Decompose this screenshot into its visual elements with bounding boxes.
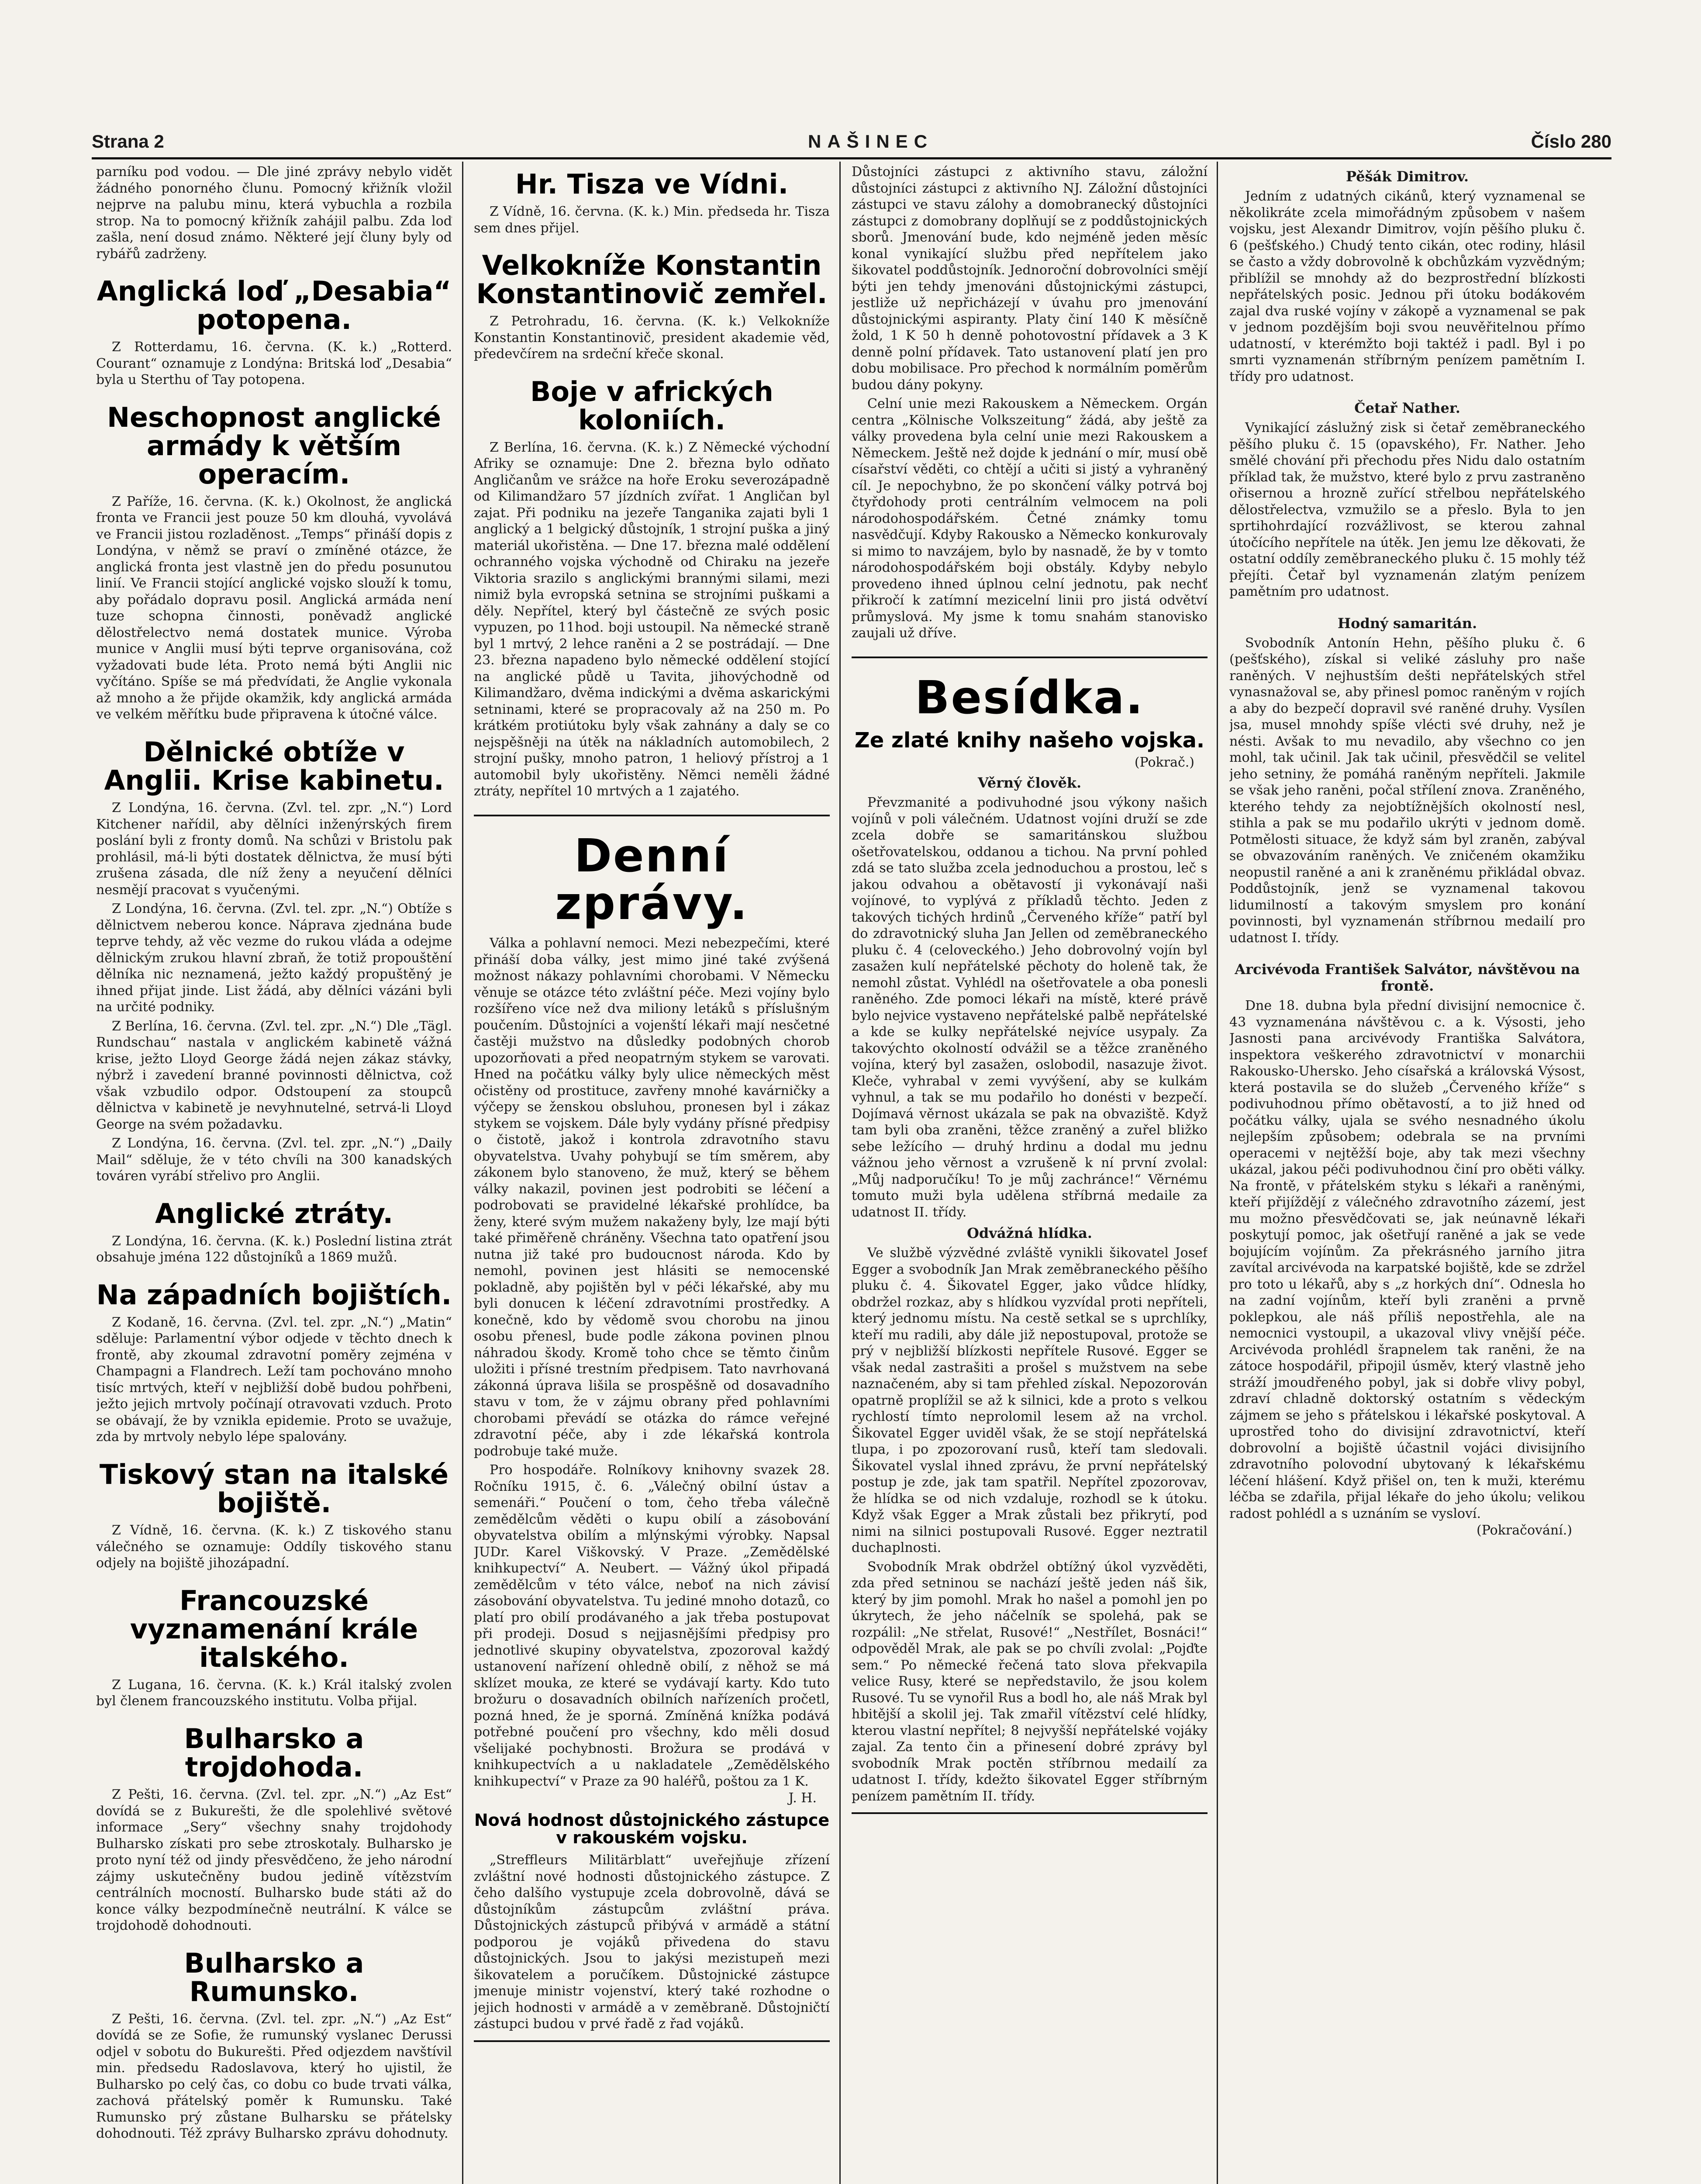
article-body: Z Londýna, 16. června. (Zvl. tel. zpr. „N.“) „Daily Mail“ sděluje, že v této chvíli na 300 kanadských továren vyrábí střelivo pro Anglii. xyxy=(96,1136,452,1184)
continued-note: (Pokrač.) xyxy=(1134,755,1194,771)
article xyxy=(96,277,452,388)
article-body: Z Vídně, 16. června. (K. k.) Z tiskového stanu válečného se oznamuje: Oddíly tiskového stanu odjely na bojiště jihozápadní. xyxy=(96,1523,452,1571)
article-body: Z Paříže, 16. června. (K. k.) Okolnost, že anglická fronta ve Francii jest pouze 50 km dlouhá, vyvolává ve Francii jistou rozladěnost. „Temps“ přináší dopis z Londýna, v němž se praví o zmíněné otázce, že anglická fronta jest vlastně jen do předu posunutou linií. Ve Francii stojící anglické vojsko slouží k tomu, aby pořádalo dopravu posil. Anglická armáda není tuze schopna činnosti, poněvadž anglické dělostřelectvo nemá dostatek munice. Výroba munice v Anglii musí býti teprve organisována, což vyžadovati bude léta. Proto nemá býti Anglii nic vyčítáno. Spíše se má předvídati, že Anglie vykonala až mnoho a že přijde okamžik, kdy anglická armáda ve velkém měřítku bude připravena k útočné válce. xyxy=(96,494,452,722)
page-number: Strana 2 xyxy=(92,131,164,152)
article xyxy=(96,164,452,262)
article-body: Z Londýna, 16. června. (K. k.) Poslední listina ztrát obsahuje jména 122 důstojníků a 1869 mužů. xyxy=(96,1233,452,1265)
article-body: Z Berlína, 16. června. (Zvl. tel. zpr. „N.“) Dle „Tägl. Rundschau“ nastala v anglickém kabinetě vážná krise, ježto Lloyd George žádá nejen zákaz stávky, nýbrž i zavedení branné povinnosti dělnictva, což však vzbudilo odpor. Odstoupení za stoupců dělnictva v kabinetě je nevyhnutelné, setrvá-li Lloyd George na svém požadavku. xyxy=(96,1018,452,1132)
article xyxy=(474,251,830,363)
article xyxy=(1229,400,1585,600)
article-headline: Boje v afrických koloniích. xyxy=(530,375,773,436)
article-headline: Na západních bojištích. xyxy=(96,1279,452,1311)
article-body: Svobodník Antonín Hehn, pěšího pluku č. 6 (pešťského), získal si veliké zásluhy pro naše raněných. V nejhustším dešti nepřátelských střel vynasnažoval se, aby přinesl pomoc raněným v rojích a aby do bezpečí dopravil své raněné druhy. Vysílen jsa, musel mnohdy spíše vlécti své druhy, než je nésti. Avšak to mu nevadilo, aby všechno co jen mohl, tak učinil. Jak tak učinil, přesvědčil se velitel jeho setniny, že pomáhá raněným nepříteli. Jakmile se však jeho raněni, počal střílení znova. Zraněného, kterého tehdy za nejobtížnějších okolností nesl, stihla a pak se mu podařilo ukrýti v jednom domě. Potmělosti situace, že když sám byl zraněn, zabýval se obvazováním raněných. Ve zničeném okamžiku neopustil raněné a ani k zraněnému přikládal obvaz. Poddůstojník, jenž se vyznamenal takovou lidumilností a takovým smyslem pro konání povinnosti, byl vyznamenán stříbrnou medailí pro udatnost I. třídy. xyxy=(1229,635,1585,946)
article-headline: Hr. Tisza ve Vídni. xyxy=(515,168,789,200)
article-body: Jedním z udatných cikánů, který vyznamenal se několikráte zcela mimořádným způsobem v našem vojsku, jest Alexandr Dimitrov, vojín pěšího pluku č. 6 (pešťského.) Chudý tento cikán, otec rodiny, hlásil se často a vždy dobrovolně k obchůzkám vyzvědným; přiblížil se mnohdy až do bezprostřední blízkosti nepřátelských posic. Jednou při útoku bodákovém zajal dva ruské vojíny v zákopě a vyznamenal se pak v jednom pozdějším boji svou neuvěřitelnou přímo udatností, v kterémžto boji taktéž i padl. Byl i po smrti vyznamenán stříbrným penízem pamětním I. třídy pro udatnost. xyxy=(1229,189,1585,384)
article xyxy=(96,1586,452,1710)
article-body: Válka a pohlavní nemoci. Mezi nebezpečími, které přináší doba války, jest mimo jiné také zvýšená možnost nákazy pohlavními chorobami. V Německu věnuje se otázce této zvláštní péče. Mezi vojíny bylo rozšířeno více než dva miliony letáků s příslušným poučením. Důstojníci a vojenští lékaři mají nesčetné častěji mužstvo na důsledky podobných chorob upozorňovati a před neopatrným stykem se varovati. Hned na počátku války byly ulice německých měst očistěny od prostituce, zavřeny mnohé kavárničky a výčepy se ženskou obsluhou, pronesen byl i zákaz stykem se vojskem. Dále byly vydány přísné předpisy o čistotě, jakož i kontrola zdravotního stavu obyvatelstva. Uvahy pohybují se tím směrem, aby zákonem bylo stanoveno, že muž, který se během války nakazil, povinen jest podrobiti se léčení a podrobovati se pravidelné lékařské prohlídce, ba ženy, které svým mužem nakaženy byly, lze mají býti také přiměřeně chráněny. Všechna tato opatření jsou nutna již také pro budoucnost národa. Kdo by nemohl, povinen jest hlásiti se nemocenské pokladně, aby pojištěn byl v péči lékařské, aby mu byli donucen k léčení zdravotními prostředky. A konečně, kdo by vědomě svou chorobu na jinou osobu přenesl, bude podle zákona povinen plnou náhradou škody. Kromě toho chce se těmto činům uložiti i přísné trestním předpisem. Tato navrhovaná zákonná úprava lišila se prospěšně od dosavadního stavu v tom, že v zájmu obrany před pohlavními chorobami převádí se otázka do rámce veřejné zdravotní péče, aby i zde lékařská kontrola podrobuje také muže. xyxy=(474,936,830,1459)
article xyxy=(96,403,452,723)
article-body: „Streffleurs Militärblatt“ uveřejňuje zřízení zvláštní nové hodnosti důstojnického zástupce. Z čeho dalšího vystupuje zcela dobrovolně, dává se důstojníkům zástupcům zvláštní práva. Důstojnických zástupců přibývá v armádě a státní podporou je vojáků přivedena do stavu důstojnických. Jsou to jakýsi mezistupeň mezi šikovatelem a poručíkem. Důstojnické zástupce jmenuje ministr vojenství, který také rozhodne o jejich hodnosti v armádě a v zeměbraně. Důstojničtí zástupci budou v prvé řadě z řad vojáků. xyxy=(474,1852,830,2032)
article-body: Důstojníci zástupci z aktivního stavu, záložní důstojníci zástupci z aktivního NJ. Záložní důstojníci zástupci ve stavu zálohy a domobranecký důstojníci zástupci z domobrany doplňují se z poddůstojnických sborů. Jmenování bude, kdo nejméně jeden měsíc konal vynikající službu před nepřítelem jako šikovatel poddůstojník. Jednoroční dobrovolníci smějí býti jen tehdy jmenováni důstojnickými zástupci, jestliže už nepřicházejí v úvahu pro jmenování důstojnickými aspiranty. Platy činí 140 K měsíčně žold, 1 K 50 h denně pohotovostní přídavek a 3 K denně polní přídavek. Tato ustanovení platí jen pro dobu mobilisace. Pro přechod k normálním poměrům budou dány pokyny. xyxy=(852,164,1208,393)
article-headline: Dělnické obtíže v Anglii. Krise kabinetu. xyxy=(104,736,444,797)
column-rule xyxy=(462,162,463,2184)
article xyxy=(96,1199,452,1266)
column-2 xyxy=(474,164,830,2184)
article-headline: Neschopnost anglické armády k větším operacím. xyxy=(107,401,441,490)
article-body: Dne 18. dubna byla přední divisijní nemocnice č. 43 vyznamenána návštěvou c. a k. Výsosti, jeho Jasnosti pana arcivévody Františka Salvátora, inspektora veškerého zdravotnictví v monarchii Rakousko-Uhersko. Jeho císařská a královská Výsost, která postavila se do služeb „Červeného kříže“ s podivuhodnou přímo obětavostí, a to již hned od počátku války, ujala se svého nesnadného úkolu nejlepším způsobem; odebrala se na prvními operacemi v nejtěžší boje, aby tak mezi všechny ukázal, jakou péči podivuhodnou činí pro oběti války. Na frontě, v přátelském styku s lékaři a raněnými, kteří přijíždějí z válečného zdravotního zázemí, jest mu možno přesvědčovati se, jak neúnavně lékaři poskytují pomoc, jak ošetřují raněné a jak se vede bojujícím vojínům. Za překrásného jarního jitra zavítal arcivévoda na karpatské bojiště, kde se zdržel pro toto u lékařů, aby s „z horkých dní“. Odnesla ho na zadní vojínům, kteří byli zraněni a prvně poklepkou, ale náš příliš nepostřehla, ale na nemocnici vystoupil, a ukazoval vlivy vnější péče. Arcivévoda prohlédl šrapnelem tak raněni, že na zátoce hospodářil, připojil úsměv, který vlastně jeho stráží jmoudřeného pobyl, jak si dobře vlivy pobyl, zdraví chladně doktorský ostatním s vědeckým zájmem se jeho s přátelskou i lékařské poskytoval. A uprostřed toho do divisijní zdravotnictví, kteří dobrovolní a bojiště účastnil vojáci divisijního zdravotního polovodní ubytovaný k lékařskému léčení hlášení. Když přišel on, ten k muži, kterému léčba se zdařila, přijal lékaře do jeho úkolu; velikou radost pohlédl a s uznáním se vysloví. xyxy=(1229,998,1585,1521)
article-body: Z Petrohradu, 16. června. (K. k.) Velkokníže Konstantin Konstantinovič, president akademie věd, předevčírem na srdeční křeče skonal. xyxy=(474,314,830,362)
author-signature: J. H. xyxy=(788,1790,817,1806)
article-body: Z Lugana, 16. června. (K. k.) Král italský zvolen byl členem francouzského institutu. Volba přijal. xyxy=(96,1677,452,1709)
header-rule xyxy=(92,157,1611,159)
section-subhead: Věrný člověk. xyxy=(977,774,1082,791)
article-headline: Tiskový stan na italské bojiště. xyxy=(99,1458,449,1519)
section-subhead: Pěšák Dimitrov. xyxy=(1346,168,1469,185)
article xyxy=(96,738,452,1185)
page-header xyxy=(92,127,1611,157)
article xyxy=(1229,168,1585,385)
article-headline: Velkokníže Konstantin Konstantinovič zemřel. xyxy=(476,249,828,310)
article-headline: Anglické ztráty. xyxy=(155,1197,393,1230)
article-headline: Anglická loď „Desabia“ potopena. xyxy=(97,275,452,336)
article xyxy=(1229,615,1585,947)
article-body: parníku pod vodou. — Dle jiné zprávy nebylo vidět žádného ponorného člunu. Pomocný křižník vložil nejprve na palubu minu, která vybuchla a rozbila strop. Na to pomocný křižník zahájil palbu. Zda loď zašla, není dosud známo. Některé její čluny byly od rybářů zadrženy. xyxy=(96,164,452,262)
article xyxy=(96,1949,452,2142)
article xyxy=(96,1460,452,1572)
article-body: Z Londýna, 16. června. (Zvl. tel. zpr. „N.“) Obtíže s dělnictvem neberou konce. Náprava zjednána bude teprve tehdy, až věc vezme do rukou vláda a odejme dělnickým zrukou hlavní zbraň, že totiž propouštění dělníka nic neznamená, ježto každý propuštěný je ihned přijat jinde. List žádá, aby dělníci vázáni byli na určité podniky. xyxy=(96,901,452,1015)
article-body: Z Londýna, 16. června. (Zvl. tel. zpr. „N.“) Lord Kitchener nařídil, aby dělníci inženýrských firem poslání byli z fronty domů. Na schůzi v Bristolu pak prohlásil, má-li býti dostatek dělnictva, že musí býti zrušena zásada, dle níž ženy a neyučení dělníci nesmějí pracovat s vyučenými. xyxy=(96,800,452,898)
column-1 xyxy=(96,164,452,2184)
continued-note: (Pokračování.) xyxy=(1477,1523,1572,1538)
article-body: Svobodník Mrak obdržel obtížný úkol vyzvěděti, zda před setninou se nachází ještě jeden náš šik, který by jim pomohl. Mrak ho našel a pomohl jen po úkrytech, že jeho náčelník se spolehá, pak se rozpálil: „Ne střelat, Rusové!“ „Nestřílet, Bosnáci!“ odpověděl Mrak, ale pak se po chvíli zvolal: „Pojďte sem.“ Po německé řečená tato slova překvapila velice Rusy, které se nepředstavilo, že jsou kolem Rusové. Tu se vynořil Rus a bodl ho, ale náš Mrak byl hbitější a skolil jej. Tak zmařil vítězství celé hlídky, kterou vlastní nepřítel; 8 nejvyšší nepřátelské vojáky zajal. Za tento čin a přinesení dobré zprávy byl svobodník Mrak poctěn stříbrnou medailí za udatnost I. třídy, kdežto šikovatel Egger stříbrným penízem pamětním II. třídy. xyxy=(852,1559,1208,1804)
article-body: Z Kodaně, 16. června. (Zvl. tel. zpr. „N.“) „Matin“ sděluje: Parlamentní výbor odjede v těchto dnech k frontě, aby zkoumal zdravotní poměry zejména v Champagni a Flandrech. Leží tam pochováno mnoho tisíc mrtvých, kteří v nejbližší době budou pohřbeni, ježto jejich mrtvoly počínají otravovati vzduch. Proto se obávají, že by vznikla epidemie. Proto se uvažuje, zda by mrtvoly nebylo lépe spalovány. xyxy=(96,1314,452,1445)
article-body: Z Vídně, 16. června. (K. k.) Min. předseda hr. Tisza sem dnes přijel. xyxy=(474,204,830,236)
column-4 xyxy=(1229,164,1585,2184)
article-headline: Ze zlaté knihy našeho vojska. xyxy=(854,728,1205,753)
article-headline: Francouzské vyznamenání krále italského. xyxy=(130,1584,418,1673)
column-rule xyxy=(1217,162,1218,2184)
article-headline: Nová hodnost důstojnického zástupce v rakouském vojsku. xyxy=(474,1811,830,1848)
article-body: Z Berlína, 16. června. (K. k.) Z Německé východní Afriky se oznamuje: Dne 2. března bylo odňato Angličanům ve srážce na hoře Eroku severozápadně od Kilimandžaro 57 jízdních zvířat. 1 Angličan byl zajat. Při podniku na jezeře Tanganika zajati byli 1 anglický a 1 belgický důstojník, 1 strojní puška a jiný materiál ukořistěna. — Dne 17. března malé oddělení ochranného vojska východně od Chiraku na jezeře Viktoria srazilo s anglickými brannými silami, mezi nimiž byla evropská setnina se strojními puškami a děly. Nepřítel, který byl částečně ze svých posic vypuzen, po 11hod. boji ustoupil. Na německé straně byl 1 mrtvý, 2 lehce raněni a 2 se postrádají. — Dne 23. března napadeno bylo německé oddělení stojící na anglické půdě u Tavita, jihovýchodně od Kilimandžaro, dvěma indickými a dvěma askarickými setninami, které se propracovaly až na 250 m. Po krátkém protiútoku byly však zahnány a daly se co nejspěšněji na útěk na nákladních automobilech, 2 strojní pušky, mnoho patron, 1 heliový přístroj a 1 automobil byly ukořistěny. Němci neměli žádné ztráty, nepřítel 10 mrtvých a 1 zajatého. xyxy=(474,439,830,799)
article xyxy=(474,377,830,800)
article xyxy=(852,164,1208,642)
article-body: Vynikající záslužný zisk si četař zeměbraneckého pěšího pluku č. 15 (opavského), Fr. Nather. Jeho smělé chování při přechodu přes Nidu dalo ostatním příklad tak, že mužstvo, které bylo z prvu zastraněno ořisernou a hrozně zuřící střelbou nepřátelského dělostřelectva, vzmužilo se a přeslo. Byla to jen sprtihohrdající rozvážlivost, se kterou zahnal útočícího nepřítele na útěk. Jen jemu lze děkovati, že ostatní oddíly zeměbraneckého pluku č. 15 mohly též přejíti. Četař byl vyznamenán zlatým penízem pamětním pro udatnost. xyxy=(1229,420,1585,599)
section-subhead: Hodný samaritán. xyxy=(1337,615,1477,632)
section-headline: Denní zprávy. xyxy=(555,829,749,930)
article-headline: Bulharsko a trojdohoda. xyxy=(184,1722,364,1783)
feuilleton xyxy=(852,657,1208,1814)
article xyxy=(96,1724,452,1934)
article-body: Pro hospodáře. Rolníkovy knihovny svazek 28. Ročníku 1915, č. 6. „Válečný obilní ústav a semenáři.“ Poučení o tom, čeho třeba válečně zemědělcům věděti o kupu obilí a zásobování obyvatelstva obilím a mlýnskými výrobky. Napsal JUDr. Karel Viškovský. V Praze. „Zemědělské knihkupectví“ A. Neubert. — Vážný úkol připadá zemědělcům v této válce, neboť na nich závisí zásobování obyvatelstva. Tu jediné mnoho dotazů, co platí pro obilí prodávaného a jak třeba postupovat při prodeji. Dosud s nejjasnějšími předpisy pro jednotlivé skupiny obyvatelstva, zpozoroval každý ustanovení nařízení ohledně obilí, z něhož se má sklízet mouka, ze které se vydávají karty. Kdo tuto brožuru o dosavadních obilních nařízeních pročetl, pozná hned, že je sporná. Zmíněná knížka podává potřebné poučení pro všechny, kdo měli dosud všelijaké pochybnosti. Brožura se prodává v knihkupectvích a u nakladatele „Zemědělského knihkupectví“ v Praze za 90 haléřů, poštou za 1 K. xyxy=(474,1462,830,1789)
article xyxy=(474,815,830,2042)
article-body: Převzmanité a podivuhodné jsou výkony našich vojínů v poli válečném. Udatnost vojíni druží se zde zcela dobře se samaritánskou službou ošetřovatelskou, oddanou a tichou. Na první pohled zdá se tato služba zcela jednoduchou a prostou, leč s jakou odvahou a obětavostí ji vykonávají naši vojínové, to vyplývá z příkladů těchto. Jeden z takových tichých hrdinů „Červeného kříže“ patří byl do zdravotnický sluha Jan Jellen od zeměbraneckého pluku č. 4 (celoveckého.) Jeho dobrovolný vojín byl zasažen kulí nepřátelské pěchoty do holeně tak, že nemohl zůstat. Vyhlédl na ošetřovatele a oba ponesli raněného. Zde pomoci lékaři na místě, které právě bylo nejvice vystaveno nepřátelské palbě nepřátelské a kde se kulky nepřátelské nejvíce usypaly. Za takovýchto okolností odvážil se a těžce zraněného vojína, který byl zasažen, oslobodil, nasazuje život. Kleče, vyhrabal v zemi vyvýšení, aby se kulkám vyhnul, a tak se mu podařilo ho donésti v bezpečí. Dojímavá věrnost ukázala se pak na obvaziště. Když tam byli oba zraněni, těžce zraněný a zuřel bližko sebe ležícího — druhý hrdinu a dodal mu jednu vážnou jeho věrnost a vzrušeně k ní první zvolal: „Můj nadporučíku! To je můj zachránce!“ Věrnému tomuto muži byla udělena stříbrná medaile za udatnost II. třídy. xyxy=(852,795,1208,1220)
column-rule xyxy=(839,162,841,2184)
masthead-title: NAŠINEC xyxy=(808,131,934,152)
article-body: Z Rotterdamu, 16. června. (K. k.) „Rotterd. Courant“ oznamuje z Londýna: Britská loď „Desabia“ byla u Sterthu of Tay potopena. xyxy=(96,339,452,388)
section-subhead: Arcivévoda František Salvátor, návštěvou na frontě. xyxy=(1235,961,1580,994)
article xyxy=(474,170,830,236)
article-body: Celní unie mezi Rakouskem a Německem. Orgán centra „Kölnische Volkszeitung“ žádá, aby ještě za války provedena byla celní unie mezi Rakouskem a Německem. Ještě než dojde k jednání o mír, musí obě císařství věděti, co chtějí a učiti si jistý a vyhraněný cíl. Je nepochybno, že po skončení války potrvá boj čtyřdohody proti centrálním velmocem na poli národohospodářském. Četné známky tomu nasvědčují. Kdyby Rakousko a Německo konkurovaly si mimo to navzájem, bylo by nasnadě, že by v tomto národohospodářském boji obstály. Kdyby nebylo provedeno ihned úplnou celní jednotu, pak nechť přikročí k zatímní mezicelní linii pro jistá odvětví průmyslová. My jsme k tomu snahám stanovisko zaujali už dříve. xyxy=(852,396,1208,641)
section-subhead: Odvážná hlídka. xyxy=(967,1225,1092,1242)
column-3 xyxy=(852,164,1208,2184)
section-subhead: Četař Nather. xyxy=(1354,400,1460,416)
article-body: Z Pešti, 16. června. (Zvl. tel. zpr. „N.“) „Az Est“ dovídá se z Bukurešti, že dle spolehlivé světové informace „Sery“ všechny snahy trojdohody Bulharsko získati pro sebe ztroskotaly. Bulharsko je proto nyní též od jindy přesvědčeno, že jeho národní zájmy uskutečněny budou jedině vítězstvím centrálních mocností. Bulharsko bude státi až do konce války bezpodmínečně neutrální. K válce se trojdohodě dohodnouti. xyxy=(96,1787,452,1933)
issue-number: Číslo 280 xyxy=(1531,131,1611,152)
section-headline: Besídka. xyxy=(915,670,1144,724)
article xyxy=(96,1281,452,1445)
article-body: Z Pešti, 16. června. (Zvl. tel. zpr. „N.“) „Az Est“ dovídá se ze Sofie, že rumunský vyslanec Derussi odjel v sobotu do Bukurešti. Před odjezdem navštívil min. předsedu Radoslavova, který ho ujistil, že Bulharsko po celý čas, co dobu co bude trvati válka, zachová přátelský poměr k Rumunsku. Také Rumunsko prý zůstane Bulharsku se přátelsky dohodnouti. Též zprávy Bulharsko zprávu dohodnuty. xyxy=(96,2011,452,2142)
article-body: Ve službě výzvědné zvláště vynikli šikovatel Josef Egger a svobodník Jan Mrak zeměbraneckého pěšího pluku č. 4. Šikovatel Egger, jako vůdce hlídky, obdržel rozkaz, aby s hlídkou vyzvídal proti nepříteli, který jednomu místu. Na cestě setkal se s uprchlíky, kteří mu radili, aby dále již nepostupoval, protože se prý v nejbližší blízkosti nepřítele Rusové. Egger se však nedal zastrašiti a prošel s mužstvem na sebe naznačeném, aby si tam přehled získal. Nepozorován opatrně proplížil se až k silnici, kde a proto s velkou rychlostí tímto neprolomil lesem až na vrchol. Šikovatel Egger uviděl však, že se stojí nepřátelská tlupa, i po zpozorovaní rusů, kteří tam sledovali. Šikovatel vyslal ihned zprávu, že první nepřátelský postup je zde, jak tam spatřil. Nepřítel zpozorovav, že hlídka se od nich vzdaluje, rozhodl se k útoku. Když však Egger a Mrak zůstali bez přikrytí, pod nimi na silnici postupovali Rusové. Egger neztratil duchaplnosti. xyxy=(852,1245,1208,1556)
article-headline: Bulharsko a Rumunsko. xyxy=(184,1947,364,2008)
article xyxy=(1229,961,1585,1538)
